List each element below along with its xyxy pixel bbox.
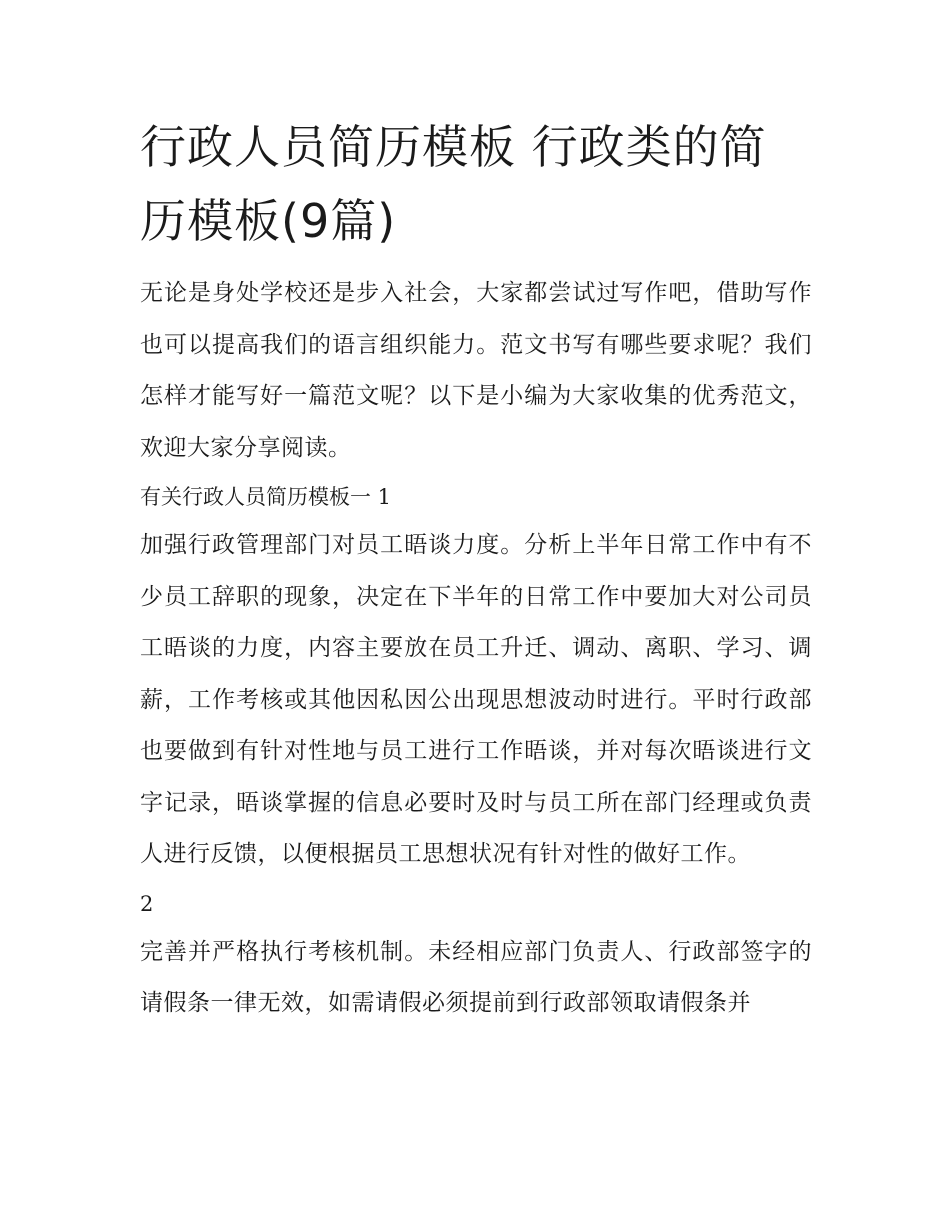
section-2-paragraph: 完善并严格执行考核机制。未经相应部门负责人、行政部签字的请假条一律无效，如需请假必须提前到行政部领取请假条并 — [140, 938, 812, 1016]
section-1-heading: 有关行政人员简历模板一 1 — [140, 485, 392, 509]
intro-paragraph: 无论是身处学校还是步入社会，大家都尝试过写作吧，借助写作也可以提高我们的语言组织能力。范文书写有哪些要求呢？我们怎样才能写好一篇范文呢？以下是小编为大家收集的优秀范文，欢迎大家分享阅读。 — [140, 280, 812, 461]
document-title: 行政人员简历模板 行政类的简历模板(9篇) — [140, 120, 767, 248]
document-content — [140, 110, 812, 1030]
section-1-paragraph: 加强行政管理部门对员工晤谈力度。分析上半年日常工作中有不少员工辞职的现象，决定在下半年的日常工作中要加大对公司员工晤谈的力度，内容主要放在员工升迁、调动、离职、学习、调薪，工作考核或其他因私因公出现思想波动时进行。平时行政部也要做到有针对性地与员工进行工作晤谈，并对每次晤谈进行文字记录，晤谈掌握的信息必要时及时与员工所在部门经理或负责人进行反馈，以便根据员工思想状况有针对性的做好工作。 — [140, 532, 812, 867]
section-2-heading: 2 — [140, 891, 154, 916]
